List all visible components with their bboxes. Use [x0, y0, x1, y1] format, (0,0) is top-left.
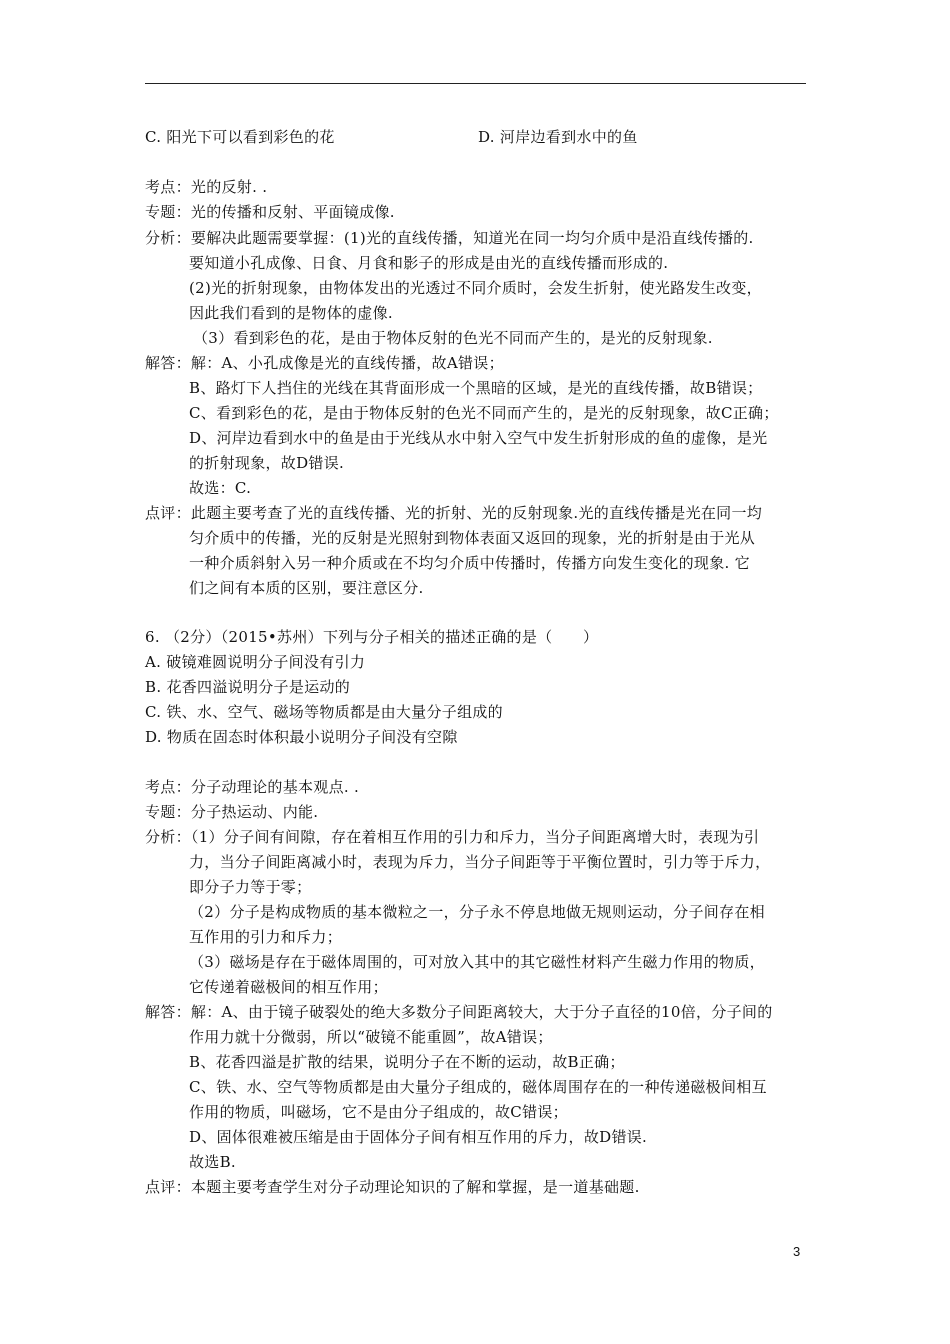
q6-fenxi-line: （3）磁场是存在于磁体周围的，可对放入其中的其它磁性材料产生磁力作用的物质， [189, 953, 765, 971]
q6-fenxi-line: 分析：（1）分子间有间隙，存在着相互作用的引力和斥力，当分子间距离增大时，表现为引 [145, 828, 760, 846]
q5-option-d: D. 河岸边看到水中的鱼 [478, 128, 638, 146]
q5-fenxi-line: (2)光的折射现象，由物体发出的光透过不同介质时，会发生折射，使光路发生改变， [189, 279, 762, 297]
q6-zhuanti: 专题：分子热运动、内能. [145, 803, 319, 821]
q6-jieda-line: C、铁、水、空气等物质都是由大量分子组成的，磁体周围存在的一种传递磁极间相互 [189, 1078, 767, 1096]
q5-jieda-line: 的折射现象，故D错误. [189, 454, 345, 472]
q5-jieda-line: B、路灯下人挡住的光线在其背面形成一个黑暗的区域，是光的直线传播，故B错误； [189, 379, 763, 397]
q5-option-c: C. 阳光下可以看到彩色的花 [145, 128, 335, 146]
q6-fenxi-line: 它传递着磁极间的相互作用； [189, 978, 388, 996]
q5-jieda-line: 解答：解：A、小孔成像是光的直线传播，故A错误； [145, 354, 504, 372]
q6-jieda-line: 作用的物质，叫磁场，它不是由分子组成的，故C错误； [189, 1103, 568, 1121]
q6-jieda-line: 作用力就十分微弱，所以“破镜不能重圆”，故A错误； [189, 1028, 553, 1046]
q6-jieda-line: 故选B. [189, 1153, 236, 1171]
header-rule [145, 83, 806, 84]
page-number: 3 [793, 1244, 801, 1259]
q6-kaodian: 考点：分子动理论的基本观点. . [145, 778, 360, 796]
q6-jieda-line: B、花香四溢是扩散的结果，说明分子在不断的运动，故B正确； [189, 1053, 625, 1071]
q5-dianping-line: 点评：此题主要考查了光的直线传播、光的折射、光的反射现象.光的直线传播是光在同一均 [145, 504, 763, 522]
q5-jieda-line: D、河岸边看到水中的鱼是由于光线从水中射入空气中发生折射形成的鱼的虚像，是光 [189, 429, 768, 447]
q5-dianping-line: 匀介质中的传播，光的反射是光照射到物体表面又返回的现象，光的折射是由于光从 [189, 529, 756, 547]
q5-jieda-line: C、看到彩色的花，是由于物体反射的色光不同而产生的，是光的反射现象，故C正确； [189, 404, 779, 422]
q6-jieda-line: 解答：解：A、由于镜子破裂处的绝大多数分子间距离较大，大于分子直径的10倍，分子间的 [145, 1003, 773, 1021]
q5-dianping-line: 们之间有本质的区别，要注意区分. [189, 579, 424, 597]
q6-jieda-line: D、固体很难被压缩是由于固体分子间有相互作用的斥力，故D错误. [189, 1128, 648, 1146]
q5-fenxi-line: 要知道小孔成像、日食、月食和影子的形成是由光的直线传播而形成的. [189, 254, 669, 272]
q6-fenxi-line: （2）分子是构成物质的基本微粒之一，分子永不停息地做无规则运动，分子间存在相 [189, 903, 765, 921]
q5-zhuanti: 专题：光的传播和反射、平面镜成像. [145, 203, 395, 221]
q5-fenxi-line: 分析：要解决此题需要掌握：(1)光的直线传播，知道光在同一均匀介质中是沿直线传播的. [145, 229, 754, 247]
q6-option: A. 破镜难圆说明分子间没有引力 [145, 653, 366, 671]
q6-option: C. 铁、水、空气、磁场等物质都是由大量分子组成的 [145, 703, 503, 721]
q6-option: B. 花香四溢说明分子是运动的 [145, 678, 351, 696]
q6-option: D. 物质在固态时体积最小说明分子间没有空隙 [145, 728, 458, 746]
q5-kaodian: 考点：光的反射. . [145, 178, 268, 196]
q6-dianping: 点评：本题主要考查学生对分子动理论知识的了解和掌握，是一道基础题. [145, 1178, 640, 1196]
q5-fenxi-line: 因此我们看到的是物体的虚像. [189, 304, 393, 322]
q6-fenxi-line: 即分子力等于零； [189, 878, 312, 896]
q6-stem: 6. （2分）（2015•苏州）下列与分子相关的描述正确的是（ ） [145, 628, 599, 646]
q5-jieda-line: 故选：C. [189, 479, 252, 497]
q5-dianping-line: 一种介质斜射入另一种介质或在不均匀介质中传播时，传播方向发生变化的现象. 它 [189, 554, 750, 572]
q6-fenxi-line: 力，当分子间距离减小时，表现为斥力，当分子间距等于平衡位置时，引力等于斥力， [189, 853, 771, 871]
q5-fenxi-line: （3）看到彩色的花，是由于物体反射的色光不同而产生的，是光的反射现象. [193, 329, 713, 347]
q6-fenxi-line: 互作用的引力和斥力； [189, 928, 343, 946]
